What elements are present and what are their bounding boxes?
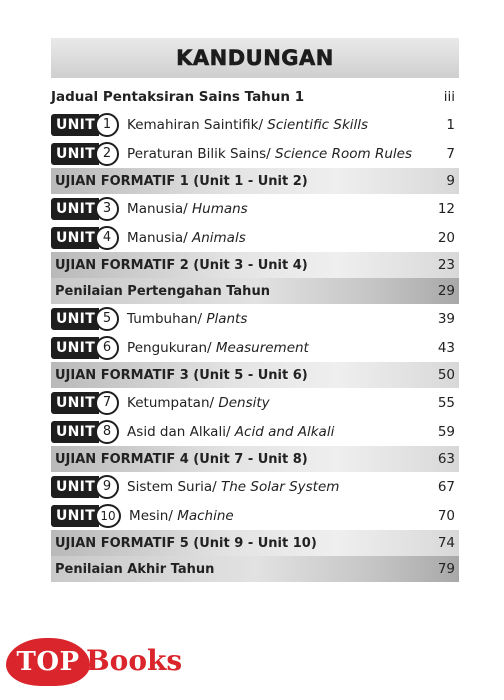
toc-entry-title <box>129 508 415 524</box>
title-malay: Ketumpatan/ <box>127 394 219 411</box>
unit-badge-label: UNIT <box>51 308 99 330</box>
title-english: Density <box>218 394 270 411</box>
toc-page-number: 50 <box>437 367 455 383</box>
unit-badge <box>51 504 121 528</box>
title-malay: Tumbuhan/ <box>127 310 207 327</box>
toc-page-number: 59 <box>437 423 455 440</box>
title-english: Scientific Skills <box>267 116 369 133</box>
toc-unit-row[interactable] <box>51 333 459 362</box>
toc-page-number: iii <box>443 89 455 105</box>
toc-section-row[interactable] <box>51 278 459 304</box>
title-malay: Manusia/ <box>127 229 192 246</box>
toc-page-number: 39 <box>437 310 455 327</box>
toc-entry-title <box>127 201 415 217</box>
unit-badge <box>51 336 119 360</box>
unit-number: 1 <box>95 113 119 137</box>
toc-entry-title: UJIAN FORMATIF 1 (Unit 1 - Unit 2) <box>55 173 308 189</box>
toc-unit-row[interactable] <box>51 388 459 417</box>
logo-top-text: TOP <box>16 647 80 677</box>
unit-number: 10 <box>95 504 121 528</box>
unit-number: 2 <box>95 142 119 166</box>
title-malay: Pengukuran/ <box>127 339 216 356</box>
title-malay: Peraturan Bilik Sains/ <box>127 145 275 162</box>
toc-page-number: 7 <box>446 145 455 162</box>
title-english: The Solar System <box>220 478 340 495</box>
toc-section-row[interactable] <box>51 168 459 194</box>
title-english: Humans <box>191 200 248 217</box>
toc-unit-row[interactable] <box>51 223 459 252</box>
unit-badge <box>51 113 119 137</box>
toc-entry-title <box>127 146 415 162</box>
unit-badge-label: UNIT <box>51 227 99 249</box>
unit-badge <box>51 142 119 166</box>
unit-number: 7 <box>95 391 119 415</box>
logo-books-text: Books <box>86 644 183 677</box>
unit-badge-label: UNIT <box>51 392 99 414</box>
toc-page-number: 74 <box>437 535 455 551</box>
unit-number: 3 <box>95 197 119 221</box>
unit-badge <box>51 197 119 221</box>
toc-section-row[interactable] <box>51 530 459 556</box>
unit-number: 6 <box>95 336 119 360</box>
toc-page-number: 23 <box>437 257 455 273</box>
topbooks-logo <box>0 636 200 700</box>
title-english: Measurement <box>215 339 309 356</box>
unit-number: 9 <box>95 475 119 499</box>
toc-unit-row[interactable] <box>51 139 459 168</box>
toc-section-row[interactable] <box>51 446 459 472</box>
unit-badge <box>51 475 119 499</box>
unit-badge-label: UNIT <box>51 476 99 498</box>
toc-page-number: 70 <box>437 507 455 524</box>
toc-section-row[interactable] <box>51 362 459 388</box>
unit-badge-label: UNIT <box>51 337 99 359</box>
toc-unit-row[interactable] <box>51 501 459 530</box>
unit-number: 8 <box>95 420 119 444</box>
unit-badge <box>51 391 119 415</box>
title-malay: Asid dan Alkali/ <box>127 423 235 440</box>
toc-entry-title: UJIAN FORMATIF 2 (Unit 3 - Unit 4) <box>55 257 308 273</box>
logo-badge <box>6 638 90 686</box>
toc-entry-row[interactable] <box>51 84 459 110</box>
title-banner <box>51 38 459 78</box>
toc-section-row[interactable] <box>51 556 459 582</box>
unit-badge <box>51 226 119 250</box>
toc-entry-title: Penilaian Akhir Tahun <box>55 561 215 577</box>
unit-badge <box>51 420 119 444</box>
title-english: Animals <box>191 229 246 246</box>
title-malay: Sistem Suria/ <box>127 478 221 495</box>
page-title: KANDUNGAN <box>176 46 334 70</box>
toc-entry-title <box>127 479 415 495</box>
unit-badge-label: UNIT <box>51 505 99 527</box>
toc-section-row[interactable] <box>51 252 459 278</box>
title-malay: Kemahiran Saintifik/ <box>127 116 268 133</box>
title-english: Science Room Rules <box>275 145 412 162</box>
toc-unit-row[interactable] <box>51 194 459 223</box>
unit-badge-label: UNIT <box>51 421 99 443</box>
toc-entry-title: UJIAN FORMATIF 4 (Unit 7 - Unit 8) <box>55 451 308 467</box>
toc-entry-title <box>127 340 415 356</box>
toc-page-number: 63 <box>437 451 455 467</box>
unit-badge-label: UNIT <box>51 114 99 136</box>
table-of-contents <box>51 84 459 582</box>
toc-unit-row[interactable] <box>51 472 459 501</box>
unit-badge-label: UNIT <box>51 198 99 220</box>
toc-entry-title <box>127 311 415 327</box>
toc-unit-row[interactable] <box>51 110 459 139</box>
toc-page-number: 29 <box>437 283 455 299</box>
title-english: Machine <box>177 507 234 524</box>
toc-page-number: 9 <box>446 173 455 189</box>
unit-badge <box>51 307 119 331</box>
toc-entry-title <box>127 395 415 411</box>
toc-page-number: 79 <box>437 561 455 577</box>
title-malay: Mesin/ <box>129 507 178 524</box>
toc-entry-title: Penilaian Pertengahan Tahun <box>55 283 270 299</box>
toc-page-number: 43 <box>437 339 455 356</box>
toc-entry-title: UJIAN FORMATIF 5 (Unit 9 - Unit 10) <box>55 535 317 551</box>
title-english: Plants <box>206 310 248 327</box>
unit-number: 5 <box>95 307 119 331</box>
toc-entry-title <box>127 424 415 440</box>
unit-number: 4 <box>95 226 119 250</box>
toc-unit-row[interactable] <box>51 417 459 446</box>
unit-badge-label: UNIT <box>51 143 99 165</box>
toc-entry-title <box>127 230 415 246</box>
toc-page-number: 20 <box>437 229 455 246</box>
toc-entry-title: UJIAN FORMATIF 3 (Unit 5 - Unit 6) <box>55 367 308 383</box>
toc-page-number: 1 <box>446 116 455 133</box>
toc-page-number: 67 <box>437 478 455 495</box>
toc-page-number: 12 <box>437 200 455 217</box>
title-english: Acid and Alkali <box>234 423 335 440</box>
toc-entry-title <box>127 117 415 133</box>
toc-entry-title: Jadual Pentaksiran Sains Tahun 1 <box>51 89 305 105</box>
title-malay: Manusia/ <box>127 200 192 217</box>
toc-page-number: 55 <box>437 394 455 411</box>
toc-unit-row[interactable] <box>51 304 459 333</box>
